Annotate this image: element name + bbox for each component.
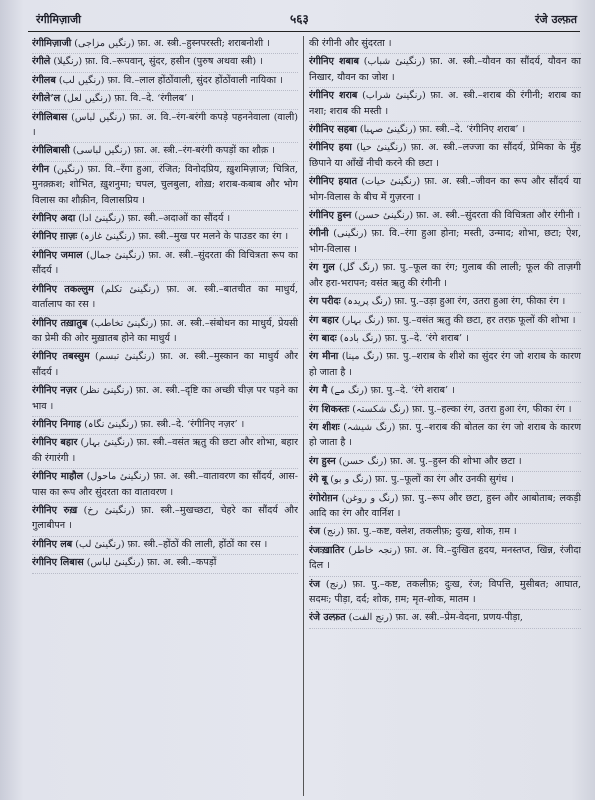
entry-headword: रंगीले [32, 56, 51, 68]
entry-definition: (رنگیں لب) फ़ा. वि.–लाल होंठोंवाली, सुंदर होंठोंवाली नायिका । [55, 74, 283, 86]
entry-definition: (رنگینیٔ تخاطب) फ़ा. अ. स्त्री.–संबोधन का माधुर्य, प्रेयसी का प्रेमी की ओर मुख़ातब होने का माधुर्य । [32, 317, 298, 344]
entry-headword: रंगीलब [32, 74, 56, 86]
entry-definition: (رنگ پریدہ) फ़ा. पु.–उड़ा हुआ रंग, उतरा हुआ रंग, फीका रंग । [340, 296, 566, 308]
entry-definition: (رنگینیٔ لباس) फ़ा. अ. स्त्री.–कपड़ों [83, 557, 217, 569]
dictionary-entry [309, 491, 581, 525]
entry-headword: रंगीले’ल [32, 93, 61, 105]
dictionary-entry [309, 331, 581, 349]
entry-headword: रंग मै [309, 385, 328, 397]
entry-headword: रंग हुस्न [309, 455, 336, 467]
entry-definition: (رنگ و روغن) फ़ा. पु.–रूप और छटा, हुस्न और आबोताब; लकड़ी आदि का रंग और वार्निश । [309, 492, 581, 519]
entry-definition: (رنگینیٔ ادا) फ़ा. स्त्री.–अदाओं का सौंदर्य । [75, 213, 231, 225]
dictionary-entry [309, 402, 581, 420]
entry-headword: रंज [309, 526, 321, 538]
dictionary-entry [309, 349, 581, 383]
dictionary-entry [32, 537, 298, 555]
dictionary-entry [309, 454, 581, 472]
entry-headword: रंग परीदः [309, 296, 341, 308]
dictionary-entry [32, 503, 298, 537]
entry-headword: रंग शिकस्तः [309, 403, 350, 415]
entry-definition: (رنگینیٔ تکلم) फ़ा. अ. स्त्री.–बातचीत का माधुर्य, वार्तालाप का रस । [32, 283, 298, 311]
entry-headword: रंग शीशः [309, 421, 340, 433]
dictionary-entry [309, 420, 581, 454]
dictionary-entry [309, 610, 581, 628]
dictionary-entry [32, 36, 298, 54]
entry-headword: रंग गुल [309, 262, 335, 274]
dictionary-entry [309, 174, 581, 208]
entry-definition: (رنگینیٔ نظر) फ़ा. अ. स्त्री.–दृष्टि का अच्छी चीज़ पर पड़ने का भाव । [32, 385, 298, 412]
entry-headword: रंज [309, 578, 321, 590]
dictionary-entry [309, 208, 581, 226]
dictionary-entry [32, 469, 298, 503]
entry-definition: (رنجہ خاطر) फ़ा. अ. वि.–दुःखित हृदय, मनस्तप्त, खिन्न, रंजीदा दिल । [309, 544, 581, 572]
entry-headword: रंगीनिए अदा [32, 213, 76, 225]
entry-definition: (رنگینیٔ غازہ) फ़ा. स्त्री.–मुख पर मलने के पाउडर का रंग । [77, 231, 289, 243]
entry-headword: रंगीनिए तकल्लुम [32, 283, 94, 295]
dictionary-entry [309, 524, 581, 542]
entry-definition: (رنگ مے) फ़ा. पु.–दे. ‘रंगे शराब’ । [327, 385, 455, 397]
dictionary-entry [309, 54, 581, 88]
entry-headword: रंगीनिए माहौल [32, 471, 84, 483]
entry-definition: (رنگینیٔ حیا) फ़ा. अ. स्त्री.–लज्जा का सौंदर्य, प्रेमिका के मुँह छिपाने या आँखें नीची करने की छटा । [309, 142, 581, 169]
dictionary-entry [32, 349, 298, 383]
entry-definition: (رنج) फ़ा. पु.–कष्ट, क्लेश, तकलीफ़; दुःख, शोक, ग़म । [320, 526, 517, 538]
entry-definition: (رنگیں لباسی) फ़ा. अ. स्त्री.–रंग-बरंगी कपड़ों का शौक़ । [69, 145, 276, 157]
entry-definition: (رنگیں لباس) फ़ा. अ. वि.–रंग-बरंगी कपड़े पहननेवाला (वाली) । [32, 111, 298, 139]
dictionary-entry [32, 91, 298, 109]
dictionary-entry [32, 555, 298, 573]
entry-definition: की रंगीनी और सुंदरता । [309, 38, 392, 49]
right-column [309, 36, 581, 796]
entry-headword: रंगीलिबास [32, 111, 68, 123]
entry-definition: (رنگینیٔ ماحول) फ़ा. अ. स्त्री.–वातावरण का सौंदर्य, आस-पास का रूप और सुंदरता का वातावरण । [32, 471, 298, 498]
dictionary-entry [32, 162, 298, 211]
entry-headword: रंगोरोग़न [309, 492, 338, 504]
dictionary-entry [309, 472, 581, 490]
dictionary-entry [309, 88, 581, 122]
entry-definition: (رنگینیٔ حسن) फ़ा. अ. स्त्री.–सुंदरता की विचित्रता और रंगीनी । [351, 210, 581, 222]
entry-headword: रंगीनिए लब [32, 538, 73, 550]
entry-headword: रंजःख़ातिर [309, 544, 345, 556]
entry-headword: रंगीनिए हुस्न [309, 210, 352, 222]
page-number: ५६३ [290, 12, 309, 26]
entry-definition: (رنگینیٔ نگاہ) फ़ा. स्त्री.–दे. ‘रंगीनिए नज़र’ । [81, 418, 245, 430]
left-guide-word: रंगीमिज़ाजी [36, 13, 81, 26]
entry-headword: रंगीनिए ग़ाज़ः [32, 231, 78, 243]
entry-definition: (رنگ و بو) फ़ा. पु.–फूलों का रंग और उनकी सुगंध । [327, 474, 514, 486]
right-guide-word: रंजे उल्फ़त [535, 13, 577, 26]
entry-headword: रंगीन [32, 163, 50, 175]
dictionary-entry [309, 313, 581, 331]
dictionary-entry [309, 122, 581, 140]
dictionary-entry [32, 383, 298, 417]
dictionary-entry [32, 143, 298, 161]
dictionary-entry [32, 110, 298, 144]
dictionary-entry [32, 435, 298, 469]
dictionary-entry [309, 577, 581, 611]
entry-headword: रंगीनी [309, 228, 329, 240]
column-divider [303, 36, 304, 796]
entry-headword: रंगीनिए शराब [309, 90, 358, 102]
entry-definition: (رنگ گل) फ़ा. पु.–फूल का रंग; गुलाब की लाली; फूल की ताज़गी और हरा-भरापन; वसंत ऋतु की रंगीनी । [309, 262, 581, 289]
dictionary-entry [32, 316, 298, 350]
dictionary-entry [32, 211, 298, 229]
entry-headword: रंगे बू [309, 474, 328, 486]
entry-definition: (رنگینیٔ شراب) फ़ा. अ. स्त्री.–शराब की रंगीनी; शराब का नशा; शराब की मस्ती । [309, 90, 581, 117]
dictionary-entry [32, 229, 298, 247]
dictionary-entry [309, 226, 581, 260]
entry-headword: रंगीलिबासी [32, 145, 70, 157]
entry-headword: रंगीमिज़ाजी [32, 38, 72, 49]
dictionary-entry [32, 73, 298, 91]
entry-definition: (رنگینیٔ لب) फ़ा. स्त्री.–होंठों की लाली, होंठों का रस । [72, 538, 268, 550]
entry-definition: (رنگ شیشہ) फ़ा. पु.–शराब की बोतल का रंग जो शराब के कारण हो जाता है । [309, 421, 581, 449]
entry-headword: रंग मीना [309, 351, 339, 363]
entry-headword: रंगीनिए निगाह [32, 418, 82, 430]
entry-definition: (رنگیں مزاجی) फ़ा. अ. स्त्री.–हुस्नपरस्ती; शराबनोशी । [71, 38, 270, 49]
entry-headword: रंग बहार [309, 314, 339, 326]
entry-definition: (رنگینیٔ حیات) फ़ा. अ. स्त्री.–जीवन का रूप और सौंदर्य या भोग-विलास के बीच में गुज़रना । [309, 176, 581, 203]
entry-definition: (رنج) फ़ा. पु.–कष्ट, तकलीफ़; दुःख, रंज; विपत्ति, मुसीबत; आघात, सदमः; पीड़ा, दर्द; शोक, ग़म; मृत-शोक, मातम । [309, 578, 581, 605]
dictionary-entry [309, 140, 581, 174]
entry-definition: (رنج الفت) फ़ा. अ. स्त्री.–प्रेम-वेदना, प्रणय-पीड़ा, [345, 612, 523, 624]
entry-definition: (رنگ مینا) फ़ा. पु.–शराब के शीशे का सुंदर रंग जो शराब के कारण हो जाता है । [309, 351, 581, 378]
entry-headword: रंगीनिए शबाब [309, 56, 359, 68]
dictionary-entry [309, 383, 581, 401]
entry-headword: रंगीनिए बहार [32, 437, 78, 449]
entry-headword: रंगीनिए लिबास [32, 557, 84, 569]
entry-headword: रंगीनिए तख़ातुब [32, 317, 88, 329]
entry-headword: रंगीनिए तबस्सुम [32, 351, 90, 363]
dictionary-entry [32, 54, 298, 72]
dictionary-entry [309, 294, 581, 312]
entry-definition: (رنگ بادہ) फ़ा. पु.–दे. ‘रंगे शराब’ । [336, 332, 469, 344]
header-rule [28, 31, 580, 32]
entry-definition: (رنگینیٔ جمال) फ़ा. अ. स्त्री.–सुंदरता की विचित्रता रूप का सौंदर्य । [32, 249, 298, 277]
entry-definition: (رنگ حسن) फ़ा. अ. पु.–हुस्न की शोभा और छटा । [335, 455, 522, 467]
dictionary-entry [309, 36, 581, 54]
dictionary-entry [309, 543, 581, 577]
entry-definition: (رنگ شکستہ) फ़ा. पु.–हल्का रंग, उतरा हुआ रंग, फीका रंग । [349, 403, 572, 415]
entry-headword: रंजे उल्फ़त [309, 612, 346, 624]
entry-definition: (رنگینیٔ تبسم) फ़ा. अ. स्त्री.–मुस्कान का माधुर्य और सौंदर्य । [32, 351, 298, 378]
entry-headword: रंगीनिए नज़र [32, 385, 77, 397]
dictionary-entry [32, 248, 298, 282]
dictionary-entry [309, 260, 581, 294]
page-header [0, 0, 595, 30]
entry-definition: (رنگینیٔ بہار) फ़ा. स्त्री.–वसंत ऋतु की छटा और शोभा, बहार की रंगारंगी । [32, 437, 298, 464]
dictionary-entry [32, 282, 298, 316]
entry-headword: रंगीनिए सहबा [309, 124, 357, 136]
entry-definition: (رنگیلا) फ़ा. वि.–रूपवान्, सुंदर, हसीन (पुरुष अथवा स्त्री) । [50, 56, 263, 68]
entry-definition: (رنگینیٔ رخ) फ़ा. स्त्री.–मुखच्छटा, चेहरे का सौंदर्य और गुलाबीपन । [32, 504, 298, 532]
entry-headword: रंगीनिए रुख़ [32, 504, 78, 516]
left-column [32, 36, 298, 796]
entry-definition: (رنگینیٔ شباب) फ़ा. अ. स्त्री.–यौवन का सौंदर्य, यौवन का निखार, यौवन का जोश । [309, 56, 581, 83]
entry-headword: रंगीनिए हयात [309, 176, 358, 188]
entry-definition: (رنگین) फ़ा. वि.–रँगा हुआ, रंजित; विनोदप्रिय, ख़ुशमिज़ाज; चित्रित, मुनक़्क़श; शोभित, ख़ुशनुमा; चपल, चुलबुला, शोख़; शराब-कबाब और भोग विलास का शौक़ीन, विलासप्रिय । [32, 163, 298, 206]
dictionary-entry [32, 417, 298, 435]
entry-definition: (رنگیں لعل) फ़ा. वि.–दे. ‘रंगीलब’ । [60, 93, 194, 105]
entry-headword: रंग बादः [309, 332, 337, 344]
entry-definition: (رنگ بہار) फ़ा. पु.–वसंत ऋतु की छटा, हर तरफ़ फूलों की शोभा । [338, 314, 576, 326]
entry-definition: (رنگینیٔ صہبا) फ़ा. स्त्री.–दे. ‘रंगीनिए शराब’ । [356, 124, 526, 136]
entry-definition: (رنگینی) फ़ा. वि.–रंगा हुआ होना; मस्ती, उन्माद; शोभा, छटा; ऐश, भोग-विलास । [309, 228, 581, 255]
entry-headword: रंगीनिए हया [309, 142, 352, 154]
entry-headword: रंगीनिए जमाल [32, 249, 83, 261]
